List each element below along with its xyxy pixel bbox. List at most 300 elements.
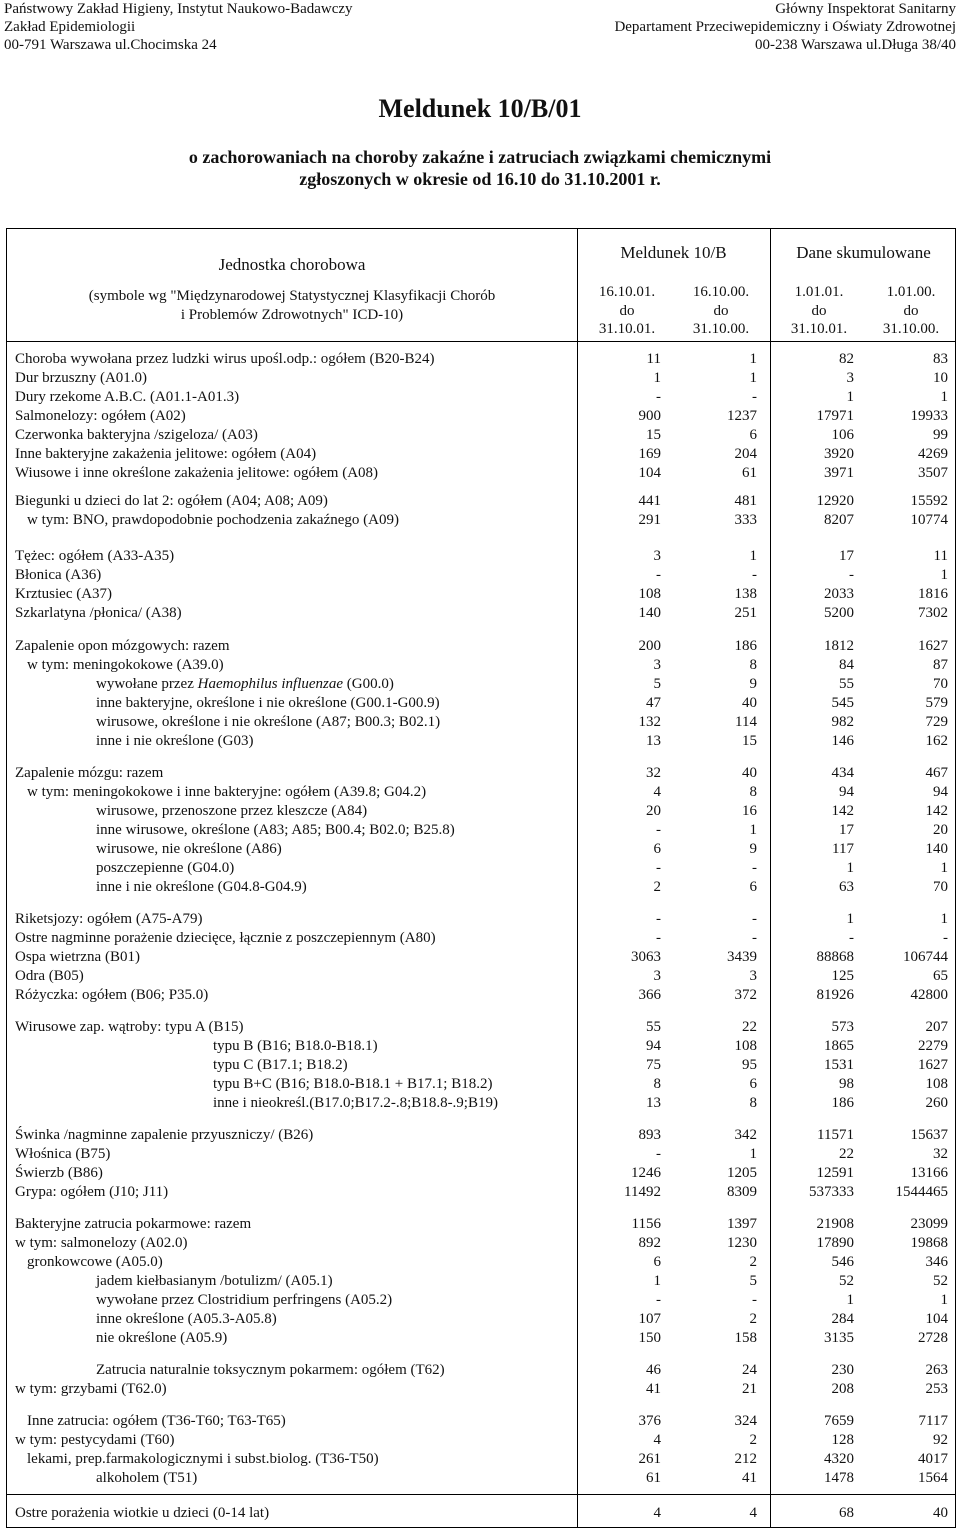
row-value: 2 (653, 879, 661, 895)
row-value: 1230 (727, 1235, 757, 1251)
table-row (7, 910, 955, 929)
row-value: 142 (925, 803, 948, 819)
row-label: Biegunki u dzieci do lat 2: ogółem (A04; A08; A09) (15, 493, 328, 509)
row-value: 15637 (910, 1127, 948, 1143)
row-label: wirusowe, przenoszone przez kleszcze (A84) (96, 803, 368, 819)
row-value: 1205 (727, 1165, 757, 1181)
group-header-cumulative: Dane skumulowane (796, 243, 931, 262)
row-label: Świnka /nagminne zapalenie przyuszniczy/ (B26) (15, 1127, 314, 1143)
row-label: Salmonelozy: ogółem (A02) (15, 408, 186, 424)
row-divider (7, 1494, 955, 1495)
subtitle-line: o zachorowaniach na choroby zakaźne i zatruciach związkami chemicznymi (188, 147, 772, 167)
row-value: 1 (749, 822, 757, 838)
row-value: 87 (933, 657, 948, 673)
row-value: 88868 (816, 949, 854, 965)
row-label: Wiusowe i inne określone zakażenia jelitowe: ogółem (A08) (15, 465, 379, 481)
table-row (7, 1056, 955, 1075)
table-row (7, 1126, 955, 1145)
row-value: 114 (735, 714, 757, 730)
row-value: 107 (638, 1311, 661, 1327)
row-value: 125 (831, 968, 854, 984)
row-value: 8 (749, 657, 757, 673)
row-value: 40 (742, 765, 757, 781)
row-value: 4 (653, 784, 661, 800)
row-value: 94 (646, 1038, 661, 1054)
row-value: 1397 (727, 1216, 757, 1232)
row-value: - (656, 389, 661, 405)
row-value: - (656, 567, 661, 583)
table-row (7, 1310, 955, 1329)
header-right (614, 0, 956, 54)
row-value: 95 (742, 1057, 757, 1073)
row-label: Ospa wietrzna (B01) (15, 949, 140, 965)
row-label: Włośnica (B75) (15, 1146, 111, 1162)
row-value: - (752, 1292, 757, 1308)
table-row (7, 656, 955, 675)
inspectorate-name: Główny Inspektorat Sanitarny (775, 1, 956, 17)
row-value: 537333 (809, 1184, 854, 1200)
row-label: Odra (B05) (15, 968, 84, 984)
row-value: - (656, 822, 661, 838)
row-value: 55 (646, 1019, 661, 1035)
row-value: 2728 (918, 1330, 948, 1346)
row-value: 1812 (824, 638, 854, 654)
row-label: Ostre porażenia wiotkie u dzieci (0-14 lat) (15, 1505, 270, 1521)
table-row (7, 1291, 955, 1310)
table-row (7, 464, 955, 483)
row-value: 579 (925, 695, 948, 711)
table-row (7, 1183, 955, 1202)
row-value: 23099 (910, 1216, 948, 1232)
row-value: 261 (638, 1451, 661, 1467)
row-label: Grypa: ogółem (J10; J11) (15, 1184, 169, 1200)
row-value: 106 (831, 427, 854, 443)
row-value: 104 (638, 465, 661, 481)
row-value: 19933 (910, 408, 948, 424)
row-value: 11492 (624, 1184, 661, 1200)
row-value: 1544465 (895, 1184, 948, 1200)
table-row (7, 859, 955, 878)
row-label: Dur brzuszny (A01.0) (15, 370, 148, 386)
row-value: 162 (925, 733, 948, 749)
row-label: Krztusiec (A37) (15, 586, 113, 602)
table-row-last (7, 1504, 955, 1523)
row-value: 1 (940, 567, 948, 583)
table-row (7, 675, 955, 694)
date-from: 16.10.00. (692, 284, 750, 300)
report-title: Meldunek 10/B/01 (378, 94, 582, 123)
department-name: Zakład Epidemiologii (4, 19, 136, 35)
row-value: 1 (749, 1146, 757, 1162)
row-label: inne i nieokreśl.(B17.0;B17.2-.8;B18.8-.9;B19) (213, 1095, 498, 1111)
date-to: 31.10.01. (790, 321, 848, 337)
row-value: 2033 (824, 586, 854, 602)
table-row (7, 694, 955, 713)
table-row (7, 1431, 955, 1450)
table-row (7, 1215, 955, 1234)
row-value: 40 (742, 695, 757, 711)
table-row (7, 986, 955, 1005)
row-value: 65 (933, 968, 948, 984)
row-value: 291 (638, 512, 661, 528)
row-value: 1 (940, 911, 948, 927)
row-value: 3135 (824, 1330, 854, 1346)
row-label: typu B+C (B16; B18.0-B18.1 + B17.1; B18.2) (213, 1076, 493, 1092)
row-value: 55 (839, 676, 854, 692)
row-value: 3920 (824, 446, 854, 462)
row-value: 3971 (824, 465, 854, 481)
row-value: 75 (646, 1057, 661, 1073)
table-row (7, 1094, 955, 1113)
row-value: 41 (742, 1470, 757, 1486)
row-value: 545 (831, 695, 854, 711)
row-value: 333 (734, 512, 757, 528)
row-value: 1 (940, 389, 948, 405)
row-value: 70 (933, 676, 948, 692)
row-value: 573 (831, 1019, 854, 1035)
row-value: 263 (925, 1362, 948, 1378)
row-value: 108 (638, 586, 661, 602)
row-value: 8 (653, 1076, 661, 1092)
row-value: 15 (646, 427, 661, 443)
table-row (7, 426, 955, 445)
row-value: 94 (933, 784, 948, 800)
row-value: 1 (940, 1292, 948, 1308)
row-value: 342 (734, 1127, 757, 1143)
row-value: 893 (638, 1127, 661, 1143)
row-value: 17971 (816, 408, 854, 424)
row-value: 4 (749, 1505, 757, 1521)
row-value: 70 (933, 879, 948, 895)
row-value: 108 (734, 1038, 757, 1054)
row-value: 260 (925, 1095, 948, 1111)
row-value: 104 (925, 1311, 948, 1327)
row-value: 729 (925, 714, 948, 730)
row-value: 1 (846, 1292, 854, 1308)
row-label: Zapalenie opon mózgowych: razem (15, 638, 230, 654)
row-value: 40 (933, 1505, 948, 1521)
date-from: 1.01.00. (886, 284, 936, 300)
row-value: 1156 (631, 1216, 661, 1232)
row-value: 106744 (903, 949, 948, 965)
row-label: typu C (B17.1; B18.2) (213, 1057, 348, 1073)
date-from: 1.01.01. (794, 284, 844, 300)
row-value: 5200 (824, 605, 854, 621)
row-value: 117 (832, 841, 854, 857)
table-row (7, 492, 955, 511)
row-value: 434 (831, 765, 854, 781)
row-value: 982 (831, 714, 854, 730)
row-value: 11 (933, 548, 948, 564)
row-label: nie określone (A05.9) (96, 1330, 228, 1346)
row-value: 13 (646, 733, 661, 749)
header-divider (7, 341, 955, 342)
row-value: 41 (646, 1381, 661, 1397)
row-value: 3507 (918, 465, 948, 481)
row-value: 22 (742, 1019, 757, 1035)
row-value: 4017 (918, 1451, 948, 1467)
row-label: gronkowcowe (A05.0) (27, 1254, 163, 1270)
row-value: 212 (734, 1451, 757, 1467)
row-value: 7117 (918, 1413, 948, 1429)
table-row (7, 547, 955, 566)
row-value: 68 (839, 1505, 854, 1521)
row-value: 12591 (816, 1165, 854, 1181)
row-value: - (752, 389, 757, 405)
row-value: 20 (933, 822, 948, 838)
row-value: 1816 (918, 586, 948, 602)
row-value: 372 (734, 987, 757, 1003)
row-value: 6 (749, 427, 757, 443)
row-label: typu B (B16; B18.0-B18.1) (213, 1038, 378, 1054)
row-value: 140 (638, 605, 661, 621)
table-row (7, 1164, 955, 1183)
row-value: 81926 (816, 987, 854, 1003)
row-value: 158 (734, 1330, 757, 1346)
row-value: 366 (638, 987, 661, 1003)
row-value: 546 (831, 1254, 854, 1270)
table-row (7, 604, 955, 623)
row-value: 186 (734, 638, 757, 654)
table-row (7, 1234, 955, 1253)
row-value: 346 (925, 1254, 948, 1270)
table-row (7, 929, 955, 948)
row-value: 1246 (631, 1165, 661, 1181)
table-row (7, 1145, 955, 1164)
row-value: 1627 (918, 638, 948, 654)
date-sep: do (811, 302, 827, 319)
header-symbols-line: (symbole wg "Międzynarodowej Statystycznej Klasyfikacji Chorób (88, 288, 496, 304)
row-value: 21908 (816, 1216, 854, 1232)
row-value: 6 (653, 841, 661, 857)
row-label: Świerzb (B86) (15, 1165, 103, 1181)
table-row (7, 948, 955, 967)
inspectorate-department: Departament Przeciwepidemiczny i Oświaty Zdrowotnej (614, 19, 956, 35)
row-label: Zatrucia naturalnie toksycznym pokarmem: ogółem (T62) (96, 1362, 445, 1378)
row-value: 204 (734, 446, 757, 462)
row-value: 6 (749, 1076, 757, 1092)
row-value: 7659 (824, 1413, 854, 1429)
row-value: 1478 (824, 1470, 854, 1486)
row-value: 13166 (910, 1165, 948, 1181)
row-value: 52 (839, 1273, 854, 1289)
row-label: Choroba wywołana przez ludzki wirus upośl.odp.: ogółem (B20-B24) (15, 351, 435, 367)
row-value: 16 (742, 803, 757, 819)
row-value: 42800 (910, 987, 948, 1003)
row-value: 208 (831, 1381, 854, 1397)
row-label: wywołane przez Clostridium perfringens (A05.2) (96, 1292, 393, 1308)
row-value: 441 (638, 493, 661, 509)
row-value: 481 (734, 493, 757, 509)
date-to: 31.10.00. (692, 321, 750, 337)
table-row (7, 1272, 955, 1291)
row-value: 3 (846, 370, 854, 386)
row-value: 1 (749, 351, 757, 367)
table-row (7, 388, 955, 407)
column-header-symbols (7, 287, 577, 325)
table-row (7, 764, 955, 783)
row-label: Inne zatrucia: ogółem (T36-T60; T63-T65) (27, 1413, 286, 1429)
row-value: 284 (831, 1311, 854, 1327)
row-value: 19868 (910, 1235, 948, 1251)
row-label: poszczepienne (G04.0) (96, 860, 235, 876)
row-value: 17890 (816, 1235, 854, 1251)
row-label: wywołane przez Haemophilus influenzae (G00.0) (96, 676, 394, 692)
row-label: Błonica (A36) (15, 567, 102, 583)
row-value: - (656, 911, 661, 927)
institution-name: Państwowy Zakład Higieny, Instytut Naukowo-Badawczy (4, 1, 353, 17)
row-value: 4 (653, 1432, 661, 1448)
table-row (7, 1253, 955, 1272)
row-value: 21 (742, 1381, 757, 1397)
row-label: wirusowe, nie określone (A86) (96, 841, 282, 857)
row-label: alkoholem (T51) (96, 1470, 198, 1486)
row-value: 61 (742, 465, 757, 481)
row-value: 3 (653, 548, 661, 564)
row-value: 146 (831, 733, 854, 749)
row-value: 5 (653, 676, 661, 692)
row-value: 15592 (910, 493, 948, 509)
row-value: 5 (749, 1273, 757, 1289)
row-label: Różyczka: ogółem (B06; P35.0) (15, 987, 209, 1003)
row-value: - (752, 911, 757, 927)
table-row (7, 637, 955, 656)
row-value: 138 (734, 586, 757, 602)
row-value: 3439 (727, 949, 757, 965)
row-value: 20 (646, 803, 661, 819)
row-value: 142 (831, 803, 854, 819)
row-value: 3 (653, 657, 661, 673)
row-label: w tym: meningokokowe (A39.0) (27, 657, 224, 673)
row-value: 7302 (918, 605, 948, 621)
row-value: 82 (839, 351, 854, 367)
row-label: inne i nie określone (G03) (96, 733, 254, 749)
row-label: Tężec: ogółem (A33-A35) (15, 548, 175, 564)
table-row (7, 369, 955, 388)
row-value: 92 (933, 1432, 948, 1448)
row-value: 3 (749, 968, 757, 984)
table-row (7, 878, 955, 897)
date-header (869, 283, 953, 339)
table-row (7, 585, 955, 604)
row-value: 10774 (910, 512, 948, 528)
row-value: 1 (940, 860, 948, 876)
row-value: 200 (638, 638, 661, 654)
row-value: - (752, 860, 757, 876)
row-label: Wirusowe zap. wątroby: typu A (B15) (15, 1019, 244, 1035)
table-row (7, 1075, 955, 1094)
row-value: 1 (846, 860, 854, 876)
row-value: 63 (839, 879, 854, 895)
row-label: w tym: grzybami (T62.0) (15, 1381, 167, 1397)
row-value: 1 (749, 370, 757, 386)
date-header (777, 283, 861, 339)
row-label: Dury rzekome A.B.C. (A01.1-A01.3) (15, 389, 240, 405)
table-row (7, 821, 955, 840)
row-value: 17 (839, 548, 854, 564)
table-row (7, 840, 955, 859)
row-value: 4 (653, 1505, 661, 1521)
table-row (7, 1361, 955, 1380)
row-value: - (752, 930, 757, 946)
date-from: 16.10.01. (598, 284, 656, 300)
row-value: 108 (925, 1076, 948, 1092)
row-value: 83 (933, 351, 948, 367)
row-value: 467 (925, 765, 948, 781)
row-value: 1237 (727, 408, 757, 424)
row-label: wirusowe, określone i nie określone (A87; B00.3; B02.1) (96, 714, 441, 730)
row-value: 1 (749, 548, 757, 564)
row-value: 1 (846, 911, 854, 927)
table-row (7, 802, 955, 821)
date-sep: do (619, 302, 635, 319)
row-value: 32 (933, 1146, 948, 1162)
row-label: inne określone (A05.3-A05.8) (96, 1311, 277, 1327)
table-row (7, 445, 955, 464)
table-row (7, 732, 955, 751)
row-value: 132 (638, 714, 661, 730)
group-header-report: Meldunek 10/B (620, 243, 727, 262)
row-value: 253 (925, 1381, 948, 1397)
row-value: - (943, 930, 948, 946)
row-value: 251 (734, 605, 757, 621)
date-sep: do (713, 302, 729, 319)
row-value: - (656, 860, 661, 876)
row-value: 1627 (918, 1057, 948, 1073)
row-value: 8 (749, 784, 757, 800)
table-row (7, 783, 955, 802)
date-sep: do (903, 302, 919, 319)
row-value: 4320 (824, 1451, 854, 1467)
row-value: - (849, 567, 854, 583)
subtitle-line: zgłoszonych w okresie od 16.10 do 31.10.2001 r. (299, 169, 661, 189)
row-value: 6 (653, 1254, 661, 1270)
row-value: 11571 (817, 1127, 854, 1143)
row-label: w tym: meningokokowe i inne bakteryjne: ogółem (A39.8; G04.2) (27, 784, 427, 800)
row-value: 61 (646, 1470, 661, 1486)
row-label: inne wirusowe, określone (A83; A85; B00.4; B02.0; B25.8) (96, 822, 455, 838)
row-value: - (656, 930, 661, 946)
row-value: 1531 (824, 1057, 854, 1073)
row-value: 46 (646, 1362, 661, 1378)
row-value: 13 (646, 1095, 661, 1111)
row-value: 17 (839, 822, 854, 838)
row-value: 230 (831, 1362, 854, 1378)
row-value: 98 (839, 1076, 854, 1092)
row-value: - (656, 1292, 661, 1308)
row-value: 140 (925, 841, 948, 857)
row-label: w tym: salmonelozy (A02.0) (15, 1235, 188, 1251)
row-value: 9 (749, 841, 757, 857)
table-row (7, 1018, 955, 1037)
row-label: jadem kiełbasianym /botulizm/ (A05.1) (96, 1273, 333, 1289)
header-left (4, 0, 353, 54)
row-value: - (752, 567, 757, 583)
table-row (7, 713, 955, 732)
row-value: 376 (638, 1413, 661, 1429)
row-value: 1564 (918, 1470, 948, 1486)
row-label: w tym: BNO, prawdopodobnie pochodzenia zakaźnego (A09) (27, 512, 399, 528)
row-label: w tym: pestycydami (T60) (15, 1432, 175, 1448)
row-value: 10 (933, 370, 948, 386)
row-value: - (849, 930, 854, 946)
row-value: 99 (933, 427, 948, 443)
row-value: 8 (749, 1095, 757, 1111)
row-value: 22 (839, 1146, 854, 1162)
table-row (7, 1329, 955, 1348)
row-value: 1865 (824, 1038, 854, 1054)
table-row (7, 350, 955, 369)
